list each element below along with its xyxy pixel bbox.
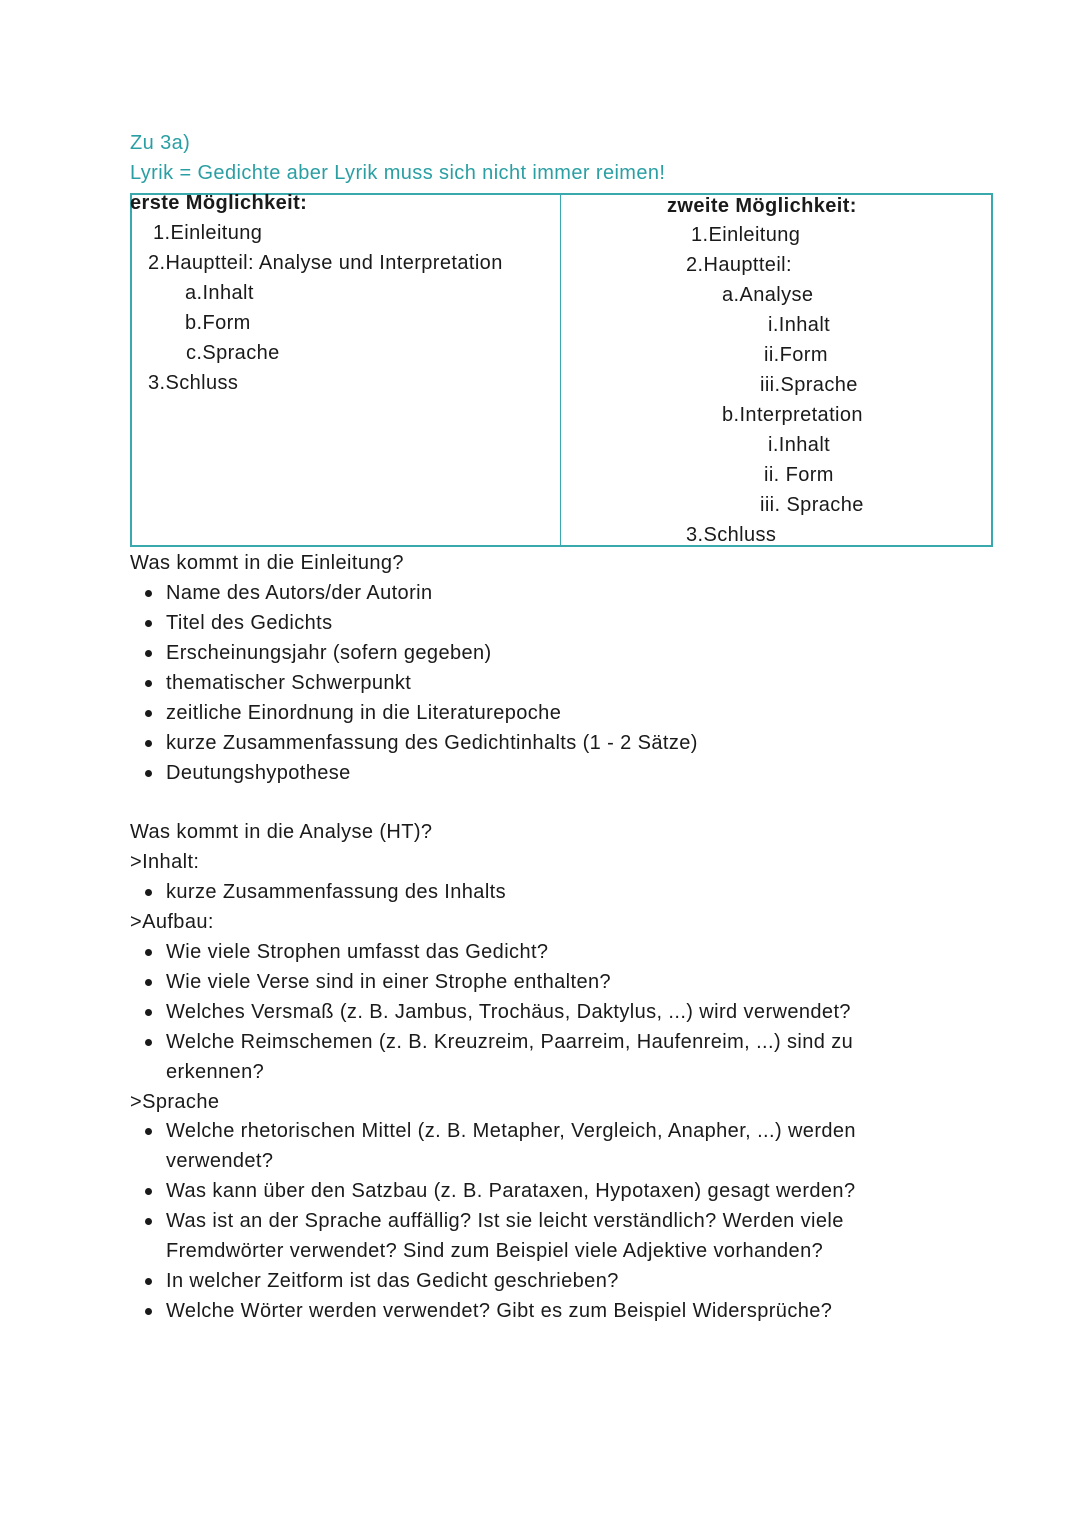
bullet-icon	[145, 889, 152, 896]
bullet-icon	[145, 590, 152, 597]
left-outline-item: 1.Einleitung	[153, 222, 263, 244]
bullet-icon	[145, 650, 152, 657]
aufbau-item: Wie viele Strophen umfasst das Gedicht?	[166, 941, 549, 963]
sprache-item: verwendet?	[166, 1150, 274, 1172]
einleitung-item: thematischer Schwerpunkt	[166, 672, 412, 694]
inhalt-label: >Inhalt:	[130, 851, 200, 873]
sprache-item: Fremdwörter verwendet? Sind zum Beispiel viele Adjektive vorhanden?	[166, 1240, 824, 1262]
aufbau-label: >Aufbau:	[130, 911, 214, 933]
einleitung-item: Deutungshypothese	[166, 762, 351, 784]
right-outline-item: iii. Sprache	[760, 494, 864, 516]
left-outline-item: 2.Hauptteil: Analyse und Interpretation	[148, 252, 503, 274]
sprache-item: Was kann über den Satzbau (z. B. Parataxen, Hypotaxen) gesagt werden?	[166, 1180, 856, 1202]
einleitung-item: kurze Zusammenfassung des Gedichtinhalts (1 - 2 Sätze)	[166, 732, 698, 754]
right-outline-item: ii.Form	[764, 344, 828, 366]
inhalt-item: kurze Zusammenfassung des Inhalts	[166, 881, 507, 903]
right-outline-item: 2.Hauptteil:	[686, 254, 792, 276]
einleitung-item: Titel des Gedichts	[166, 612, 333, 634]
right-outline-item: b.Interpretation	[722, 404, 863, 426]
right-outline-item: 1.Einleitung	[691, 224, 801, 246]
bullet-icon	[145, 979, 152, 986]
right-column-title: zweite Möglichkeit:	[667, 195, 857, 217]
aufbau-item: Welche Reimschemen (z. B. Kreuzreim, Paarreim, Haufenreim, ...) sind zu	[166, 1031, 854, 1053]
bullet-icon	[145, 680, 152, 687]
einleitung-item: Name des Autors/der Autorin	[166, 582, 433, 604]
bullet-icon	[145, 1188, 152, 1195]
sprache-item: Welche rhetorischen Mittel (z. B. Metapher, Vergleich, Anapher, ...) werden	[166, 1120, 856, 1142]
sprache-label: >Sprache	[130, 1091, 220, 1113]
bullet-icon	[145, 1278, 152, 1285]
right-outline-item: iii.Sprache	[760, 374, 858, 396]
bullet-icon	[145, 1308, 152, 1315]
left-outline-item: b.Form	[185, 312, 251, 334]
bullet-icon	[145, 1039, 152, 1046]
bullet-icon	[145, 1128, 152, 1135]
right-outline-item: i.Inhalt	[768, 434, 831, 456]
aufbau-item: Wie viele Verse sind in einer Strophe enthalten?	[166, 971, 612, 993]
sprache-item: Welche Wörter werden verwendet? Gibt es zum Beispiel Widersprüche?	[166, 1300, 833, 1322]
subheading: Lyrik = Gedichte aber Lyrik muss sich nicht immer reimen!	[130, 162, 666, 184]
heading: Zu 3a)	[130, 132, 191, 154]
bullet-icon	[145, 949, 152, 956]
bullet-icon	[145, 710, 152, 717]
right-outline-item: 3.Schluss	[686, 524, 777, 546]
aufbau-item: erkennen?	[166, 1061, 265, 1083]
einleitung-item: zeitliche Einordnung in die Literaturepoche	[166, 702, 562, 724]
einleitung-question: Was kommt in die Einleitung?	[130, 552, 404, 574]
einleitung-item: Erscheinungsjahr (sofern gegeben)	[166, 642, 492, 664]
bullet-icon	[145, 620, 152, 627]
right-outline-item: ii. Form	[764, 464, 834, 486]
right-outline-item: a.Analyse	[722, 284, 814, 306]
bullet-icon	[145, 740, 152, 747]
left-outline-item: 3.Schluss	[148, 372, 239, 394]
bullet-icon	[145, 1218, 152, 1225]
bullet-icon	[145, 1009, 152, 1016]
sprache-item: Was ist an der Sprache auffällig? Ist sie leicht verständlich? Werden viele	[166, 1210, 844, 1232]
left-outline-item: a.Inhalt	[185, 282, 254, 304]
right-outline-item: i.Inhalt	[768, 314, 831, 336]
table-divider	[560, 193, 561, 547]
aufbau-item: Welches Versmaß (z. B. Jambus, Trochäus, Daktylus, ...) wird verwendet?	[166, 1001, 851, 1023]
analyse-question: Was kommt in die Analyse (HT)?	[130, 821, 433, 843]
left-outline-item: c.Sprache	[186, 342, 280, 364]
bullet-icon	[145, 770, 152, 777]
left-column-title: erste Möglichkeit:	[130, 192, 308, 214]
sprache-item: In welcher Zeitform ist das Gedicht geschrieben?	[166, 1270, 619, 1292]
